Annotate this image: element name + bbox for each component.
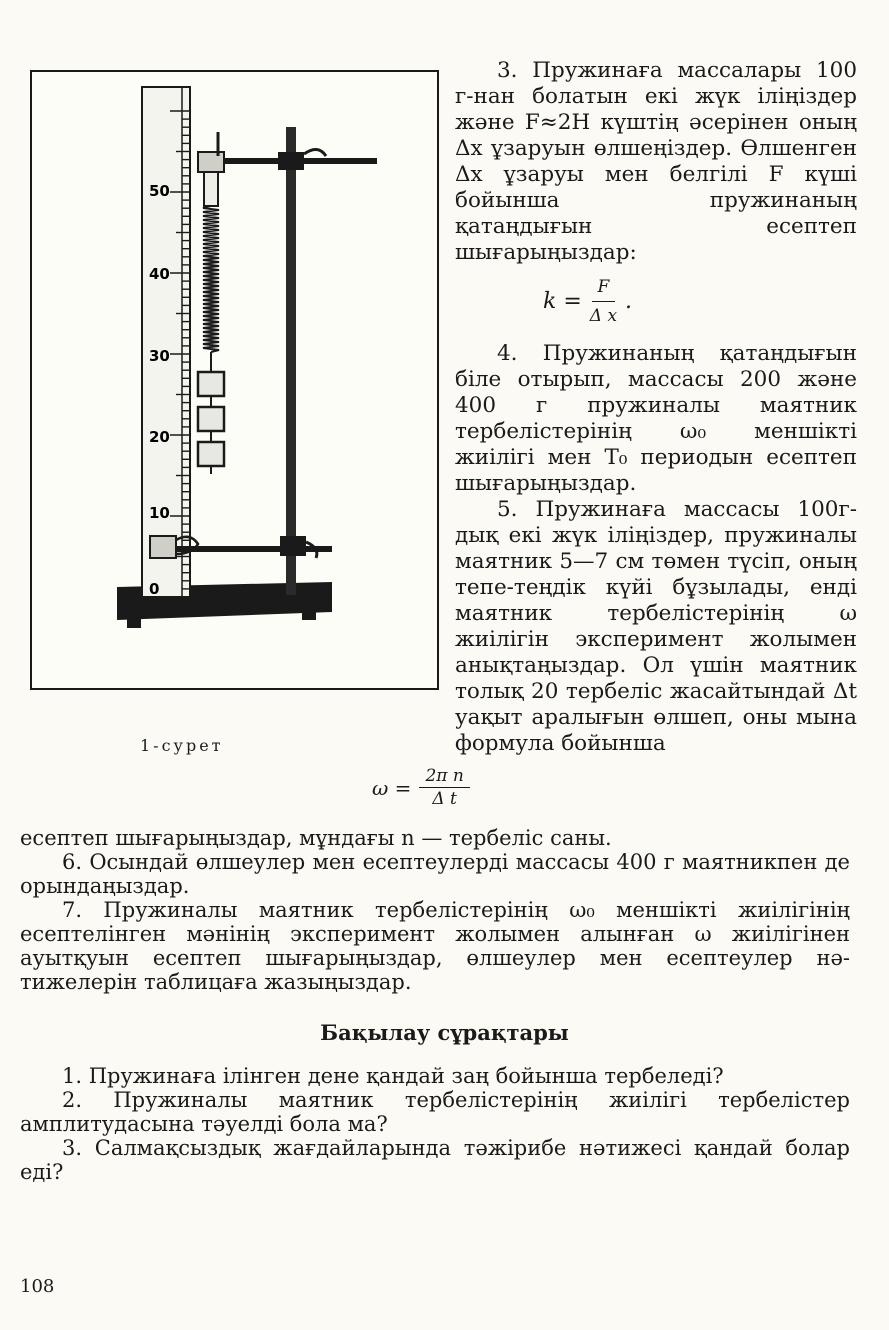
question-2: 2. Пружиналы маятник тербелістерінің жиілігі тербелістер амплитудасына тәуелді бола ма? [20, 1088, 850, 1136]
line-after-formula: есептеп шығарыңыздар, мұндағы n — тербеліс саны. [20, 826, 612, 850]
question-3: 3. Салмақсыздық жағдайларында тәжірибе нәтижесі қандай болар еді? [20, 1136, 850, 1184]
formula-stiffness [543, 274, 857, 329]
weight-2 [198, 407, 224, 431]
formula-k-denominator: Δ x [589, 306, 618, 326]
formula-w-lhs: ω = [372, 775, 412, 800]
control-questions [20, 1064, 850, 1184]
formula-k-lhs: k = [543, 288, 582, 314]
paragraph-6: 6. Осындай өлшеулер мен есептеулерді массасы 400 г маятникпен де орындаңыздар. [20, 850, 850, 898]
paragraph-5: 5. Пружинаға массасы 100гдық екі жүк іліңіздер, пружиналы маятник 5—7 см төмен түсіп, оның тепе-теңдік күйі бұзылады, енді маятник тербелістерінің ω жиілігін эксперимент жолымен анықтаңыздар. Ол үшін маятник толық 20 тербеліс жасайтындай Δt уақыт аралығын өлшеп, оны мына формула бойынша [455, 497, 857, 756]
formula-frequency [372, 766, 470, 809]
paragraph-3: 3. Пружинаға массалары 100 г-нан болатын екі жүк іліңіздер және F≈2Н күштің әсерінен оның Δx ұзаруын өлшеңіздер. Өлшенген Δx ұзаруы мен белгілі F күші бойынша пружинаның қатаңдығын есептеп шығарыңыздар: [455, 58, 857, 265]
figure-caption: 1-сурет [140, 736, 224, 755]
weight-1 [198, 372, 224, 396]
formula-k-end: . [625, 288, 633, 314]
formula-w-denominator: Δ t [432, 789, 457, 809]
body-text [20, 826, 850, 994]
scale-label-10: 10 [149, 504, 170, 522]
scale-label-0: 0 [149, 580, 160, 598]
spring-pendulum-illustration [32, 72, 437, 688]
question-1: 1. Пружинаға ілінген дене қандай заң бойынша тербеледі? [62, 1064, 724, 1088]
lab-apparatus-figure [30, 70, 439, 690]
paragraph-7: 7. Пружиналы маятник тербелістерінің ω₀ меншікті жиілігінің есептелінген мәнінің эксперимент жолымен алынған ω жиілігінен ауытқуын есептеп шығарыңыздар, өлшеулер мен есептеулер нәтижелерін таблицаға жазыңыздар. [20, 898, 850, 994]
formula-k-fraction [590, 274, 617, 329]
stand-rod [286, 127, 296, 595]
formula-w-numerator: 2π n [419, 766, 469, 788]
scale-label-40: 40 [149, 265, 170, 283]
right-column-text [455, 58, 857, 757]
formula-k-numerator: F [592, 274, 616, 302]
page-number: 108 [20, 1276, 55, 1297]
weight-3 [198, 442, 224, 466]
section-heading: Бақылау сұрақтары [320, 1020, 569, 1045]
formula-w-fraction [419, 766, 469, 809]
paragraph-4: 4. Пружинаның қатаңдығын біле отырып, массасы 200 және 400 г пружиналы маятник тербелістерінің ω₀ меншікті жиілігі мен T₀ периодын есептеп шығарыңыздар. [455, 341, 857, 496]
scale-label-50: 50 [149, 182, 170, 200]
scale-label-20: 20 [149, 428, 170, 446]
spring [203, 206, 219, 352]
scale-label-30: 30 [149, 347, 170, 365]
